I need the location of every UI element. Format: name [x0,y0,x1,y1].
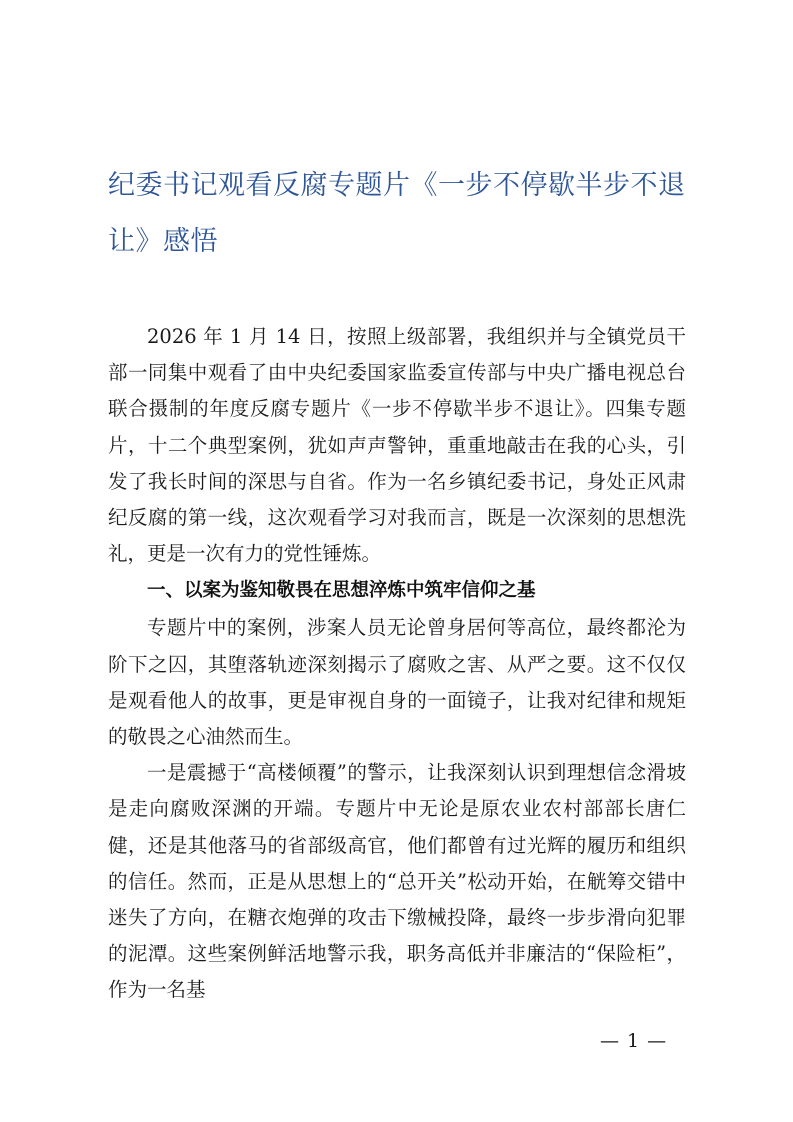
section-1-paragraph-1: 专题片中的案例，涉案人员无论曾身居何等高位，最终都沦为阶下之囚，其堕落轨迹深刻揭示了腐败之害、从严之要。这不仅仅是观看他人的故事，更是审视自身的一面镜子，让我对纪律和规矩的敬畏之心油然而生。 [108,616,686,749]
intro-paragraph: 2026 年 1 月 14 日，按照上级部署，我组织并与全镇党员干部一同集中观看了由中央纪委国家监委宣传部与中央广播电视总台联合摄制的年度反腐专题片《一步不停歇半步不退让》。四集专题片，十二个典型案例，犹如声声警钟，重重地敲击在我的心头，引发了我长时间的深思与自省。作为一名乡镇纪委书记，身处正风肃纪反腐的第一线，这次观看学习对我而言，既是一次深刻的思想洗礼，更是一次有力的党性锤炼。 [108,325,686,566]
page-number: — 1 — [600,1030,668,1052]
document-body [108,319,686,1009]
section-1-paragraph-2: 一是震撼于“高楼倾覆”的警示，让我深刻认识到理想信念滑坡是走向腐败深渊的开端。专题片中无论是原农业农村部部长唐仁健，还是其他落马的省部级高官，他们都曾有过光辉的履历和组织的信任。然而，正是从思想上的“总开关”松动开始，在觥筹交错中迷失了方向，在糖衣炮弹的攻击下缴械投降，最终一步步滑向犯罪的泥潭。这些案例鲜活地警示我，职务高低并非廉洁的“保险柜”，作为一名基 [108,761,686,1002]
document-title: 纪委书记观看反腐专题片《一步不停歇半步不退让》感悟 [108,170,686,257]
section-heading-1: 一、以案为鉴知敬畏在思想淬炼中筑牢信仰之基 [147,580,536,602]
